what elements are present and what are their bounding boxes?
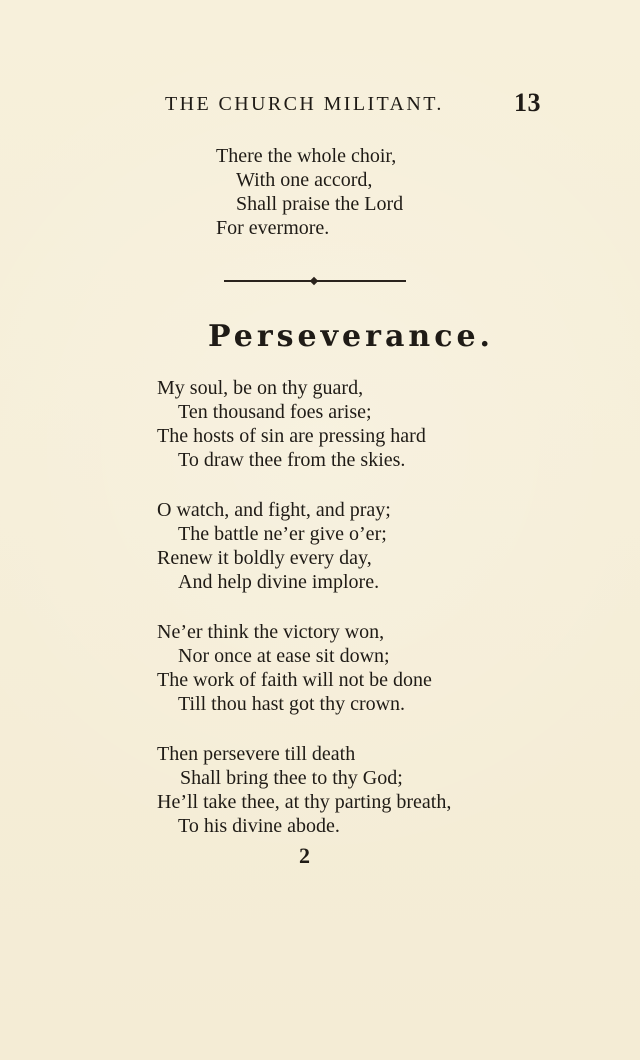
- running-head: THE CHURCH MILITANT.: [165, 93, 444, 115]
- stanza-2-line-1: O watch, and fight, and pray;: [157, 499, 391, 521]
- stanza-3-line-3: The work of faith will not be done: [157, 669, 432, 691]
- stanza-4-line-2: Shall bring thee to thy God;: [180, 767, 403, 789]
- stanza-3-line-4: Till thou hast got thy crown.: [178, 693, 406, 715]
- intro-line-1: There the whole choir,: [216, 145, 397, 167]
- stanza-4-line-1: Then persevere till death: [157, 743, 356, 765]
- stanza-1-line-4: To draw thee from the skies.: [178, 449, 406, 471]
- intro-line-4: For evermore.: [216, 217, 330, 239]
- stanza-1-line-2: Ten thousand foes arise;: [178, 401, 372, 423]
- poem-title: Perseverance.: [208, 319, 494, 354]
- stanza-2-line-3: Renew it boldly every day,: [157, 547, 372, 569]
- stanza-4-line-3: He’ll take thee, at thy parting breath,: [157, 791, 452, 813]
- section-divider-ornament: [310, 277, 318, 285]
- signature-mark: 2: [299, 843, 310, 868]
- stanza-2-line-2: The battle ne’er give o’er;: [178, 523, 387, 545]
- intro-line-3: Shall praise the Lord: [236, 193, 404, 215]
- stanza-2-line-4: And help divine implore.: [178, 571, 380, 593]
- stanza-3-line-1: Ne’er think the victory won,: [157, 621, 385, 643]
- intro-line-2: With one accord,: [236, 169, 373, 191]
- stanza-3-line-2: Nor once at ease sit down;: [178, 645, 390, 667]
- page-number: 13: [514, 88, 541, 117]
- stanza-4-line-4: To his divine abode.: [178, 815, 340, 837]
- stanza-1-line-3: The hosts of sin are pressing hard: [157, 425, 426, 447]
- stanza-1-line-1: My soul, be on thy guard,: [157, 377, 364, 399]
